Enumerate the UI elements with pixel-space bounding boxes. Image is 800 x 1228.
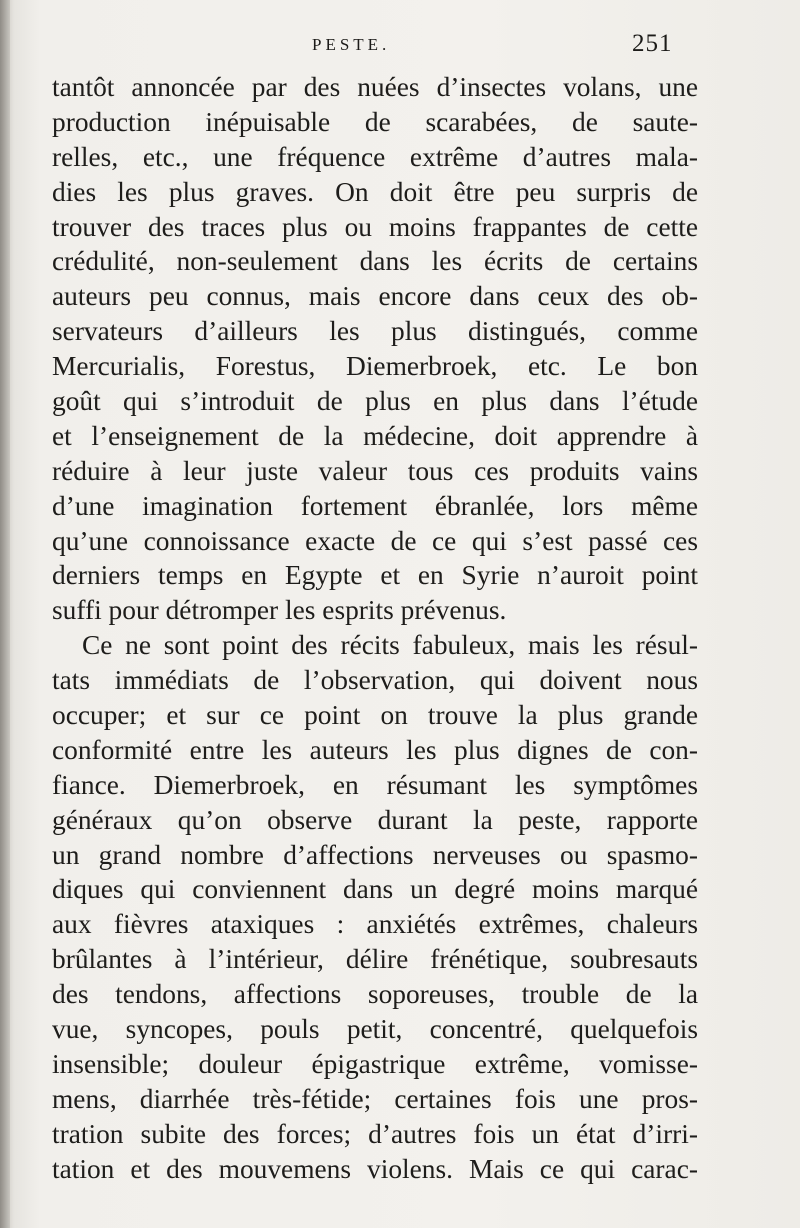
text-line: fiance. Diemerbroek, en résumant les symptômes <box>52 769 698 800</box>
page-binding-edge <box>0 0 10 1228</box>
text-line: brûlantes à l’intérieur, délire frénétique, soubresauts <box>52 944 698 975</box>
running-head-title: PESTE. <box>312 35 391 54</box>
text-line: et l’enseignement de la médecine, doit apprendre à <box>52 420 698 451</box>
page-number: 251 <box>632 30 673 57</box>
text-line: goût qui s’introduit de plus en plus dans l’étude <box>52 386 698 417</box>
text-line: auteurs peu connus, mais encore dans ceux des ob- <box>52 281 698 312</box>
text-line: Mercurialis, Forestus, Diemerbroek, etc. Le bon <box>52 351 698 382</box>
text-line: généraux qu’on observe durant la peste, rapporte <box>52 804 698 835</box>
text-line: vue, syncopes, pouls petit, concentré, quelquefois <box>52 1014 698 1045</box>
paragraph-start-line: Ce ne sont point des récits fabuleux, mais les résul- <box>82 630 698 661</box>
text-line: occuper; et sur ce point on trouve la plus grande <box>52 700 698 731</box>
body-text <box>52 70 698 1187</box>
text-line: tration subite des forces; d’autres fois un état d’irri- <box>52 1118 698 1149</box>
text-line: des tendons, affections soporeuses, trouble de la <box>52 979 698 1010</box>
text-line: un grand nombre d’affections nerveuses ou spasmo- <box>52 839 698 870</box>
text-line: tats immédiats de l’observation, qui doivent nous <box>52 665 698 696</box>
text-line: relles, etc., une fréquence extrême d’autres mala- <box>52 141 698 172</box>
text-line: tation et des mouvemens violens. Mais ce qui carac- <box>52 1153 698 1184</box>
text-line: insensible; douleur épigastrique extrême, vomisse- <box>52 1048 698 1079</box>
text-line: production inépuisable de scarabées, de saute- <box>52 106 698 137</box>
text-line: dies les plus graves. On doit être peu surpris de <box>52 176 698 207</box>
text-line: réduire à leur juste valeur tous ces produits vains <box>52 455 698 486</box>
text-line: qu’une connoissance exacte de ce qui s’est passé ces <box>52 525 698 556</box>
text-line: trouver des traces plus ou moins frappantes de cette <box>52 211 698 242</box>
text-line: conformité entre les auteurs les plus dignes de con- <box>52 734 698 765</box>
running-head <box>0 32 800 62</box>
text-line: servateurs d’ailleurs les plus distingués, comme <box>52 316 698 347</box>
text-line: derniers temps en Egypte et en Syrie n’auroit point <box>52 560 698 591</box>
paragraph-end-line: suffi pour détromper les esprits prévenus. <box>52 595 507 626</box>
text-line: aux fièvres ataxiques : anxiétés extrêmes, chaleurs <box>52 909 698 940</box>
text-line: d’une imagination fortement ébranlée, lors même <box>52 490 698 521</box>
text-line: crédulité, non-seulement dans les écrits de certains <box>52 246 698 277</box>
text-line: diques qui conviennent dans un degré moins marqué <box>52 874 698 905</box>
text-line: tantôt annoncée par des nuées d’insectes volans, une <box>52 72 698 102</box>
text-line: mens, diarrhée très-fétide; certaines fois une pros- <box>52 1083 698 1114</box>
